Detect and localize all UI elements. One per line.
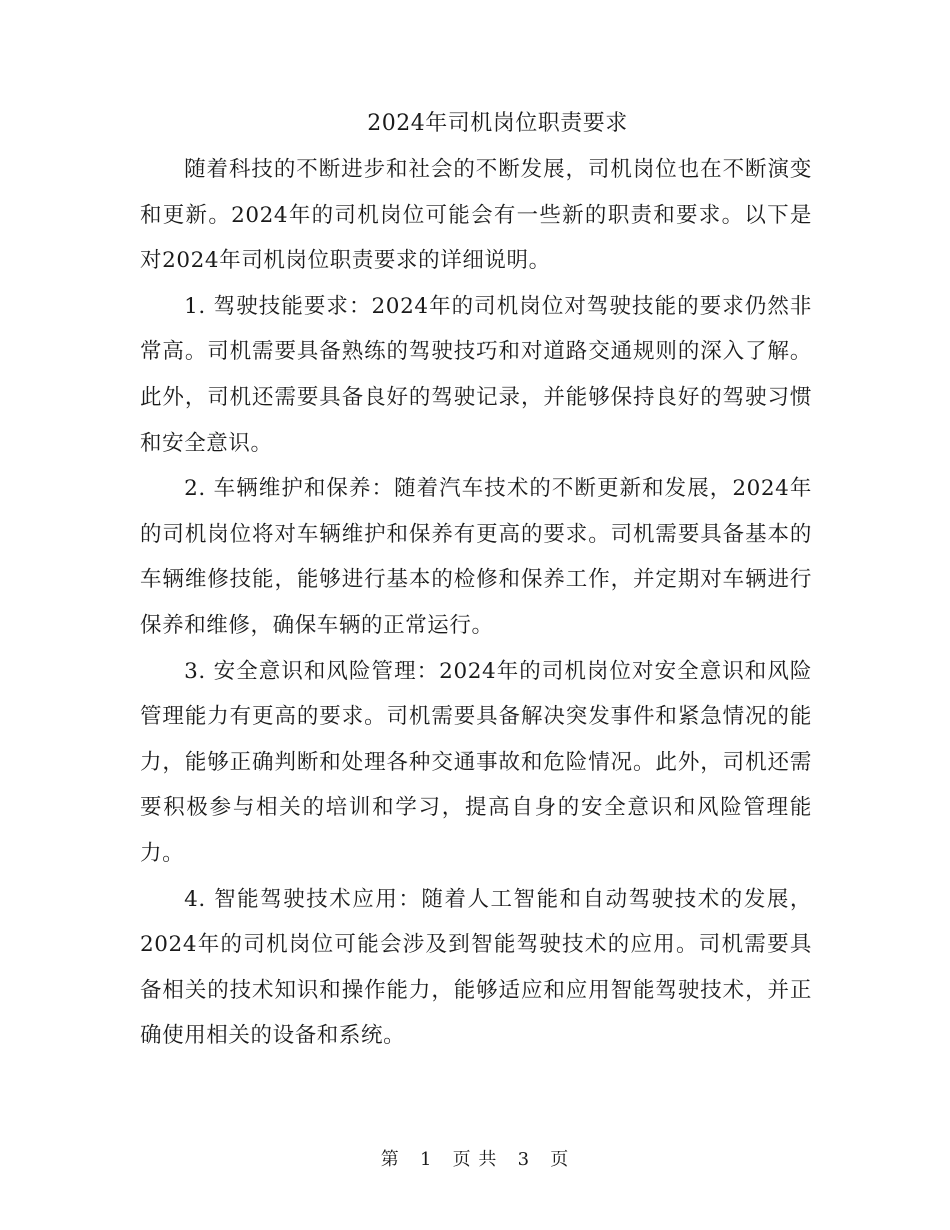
intro-paragraph: 随着科技的不断进步和社会的不断发展，司机岗位也在不断演变和更新。2024年的司机岗位可能会有一些新的职责和要求。以下是对2024年司机岗位职责要求的详细说明。 [140, 157, 812, 274]
paragraph-smart-driving: 4. 智能驾驶技术应用：随着人工智能和自动驾驶技术的发展，2024年的司机岗位可能会涉及到智能驾驶技术的应用。司机需要具备相关的技术知识和操作能力，能够适应和应用智能驾驶技术，并正确使用相关的设备和系统。 [140, 886, 812, 1049]
footer-middle: 页 共 [452, 1149, 498, 1170]
paragraph-vehicle-maintenance: 2. 车辆维护和保养：随着汽车技术的不断更新和发展，2024年的司机岗位将对车辆维护和保养有更高的要求。司机需要具备基本的车辆维修技能，能够进行基本的检修和保养工作，并定期对车辆进行保养和维修，确保车辆的正常运行。 [140, 476, 812, 638]
document-title: 2024年司机岗位职责要求 [367, 111, 628, 136]
paragraph-safety-risk: 3. 安全意识和风险管理：2024年的司机岗位对安全意识和风险管理能力有更高的要求。司机需要具备解决突发事件和紧急情况的能力，能够正确判断和处理各种交通事故和危险情况。此外，司机还需要积极参与相关的培训和学习，提高自身的安全意识和风险管理能力。 [140, 658, 812, 866]
document-body [140, 147, 812, 1059]
paragraph-driving-skills: 1. 驾驶技能要求：2024年的司机岗位对驾驶技能的要求仍然非常高。司机需要具备熟练的驾驶技巧和对道路交通规则的深入了解。此外，司机还需要具备良好的驾驶记录，并能够保持良好的驾驶习惯和安全意识。 [140, 293, 812, 456]
footer-page-number: 1 [419, 1149, 433, 1170]
footer-prefix: 第 [380, 1149, 400, 1170]
footer-total-pages: 3 [517, 1149, 531, 1170]
page-footer [0, 1146, 950, 1174]
footer-suffix: 页 [550, 1149, 570, 1170]
